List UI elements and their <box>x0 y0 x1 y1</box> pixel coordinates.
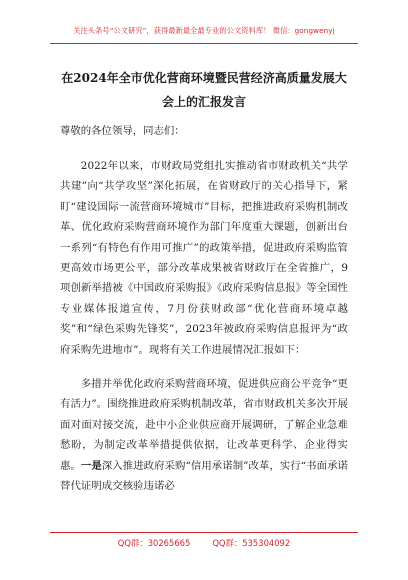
footer-divider <box>50 532 358 533</box>
header-divider <box>50 43 358 44</box>
footer-qq-group-1: QQ群：30265665 <box>117 538 191 548</box>
paragraph-measures-rest: 深入推进政府采购“信用承诺制”改革，实行“书面承诺替代证明成交核验违诺必 <box>60 459 348 493</box>
footer-qq-group-2: QQ群：535304092 <box>212 538 291 548</box>
paragraph-intro: 2022年以来，市财政局党组扎实推动省市财政机关“共学共建”向“共学攻坚”深化拓展，在省财政厅的关心指导下，紧盯“建设国际一流营商环境城市”目标，把推进政府采购机制改革、优化政府采购营商环境作为部门年度重大课题，创新出台一系列“有特色有作用可推广”的政策举措，促进政府采购监管更高效市场更公平，部分改革成果被省财政厅在全省推广，9项创新举措被《中国政府采购报》《政府采购信息报》等全国性专业媒体报道宣传，7月份获财政部“优化营商环境卓越奖”和“绿色采购先锋奖”，2023年被政府采购信息报评为“政府采购先进地市”。现将有关工作进展情况汇报如下： <box>60 160 348 356</box>
paragraph-measures <box>60 374 348 496</box>
paragraph-measures-lead: 多措并举优化政府采购营商环境，促进供应商公平竞争“更有活力”。围绕推进政府采购机制改革，省市财政机关多次开展面对面对接交流，赴中小企业供应商开展调研，了解企业急难愁盼，为制定改革举措提供依据，让改革更科学、企业得实惠。 <box>60 378 348 472</box>
footer <box>0 537 408 549</box>
paragraph-measures-emphasis: 一是 <box>80 459 102 472</box>
header-notice: 关注头条号“公文研究”，获得最新最全最专业的公文资料库！ 微信：gongwenyj <box>73 26 335 35</box>
document-body <box>60 121 348 497</box>
document-title: 在2024年全市优化营商环境暨民营经济高质量发展大会上的汇报发言 <box>61 71 347 109</box>
salutation: 尊敬的各位领导，同志们： <box>60 125 185 137</box>
